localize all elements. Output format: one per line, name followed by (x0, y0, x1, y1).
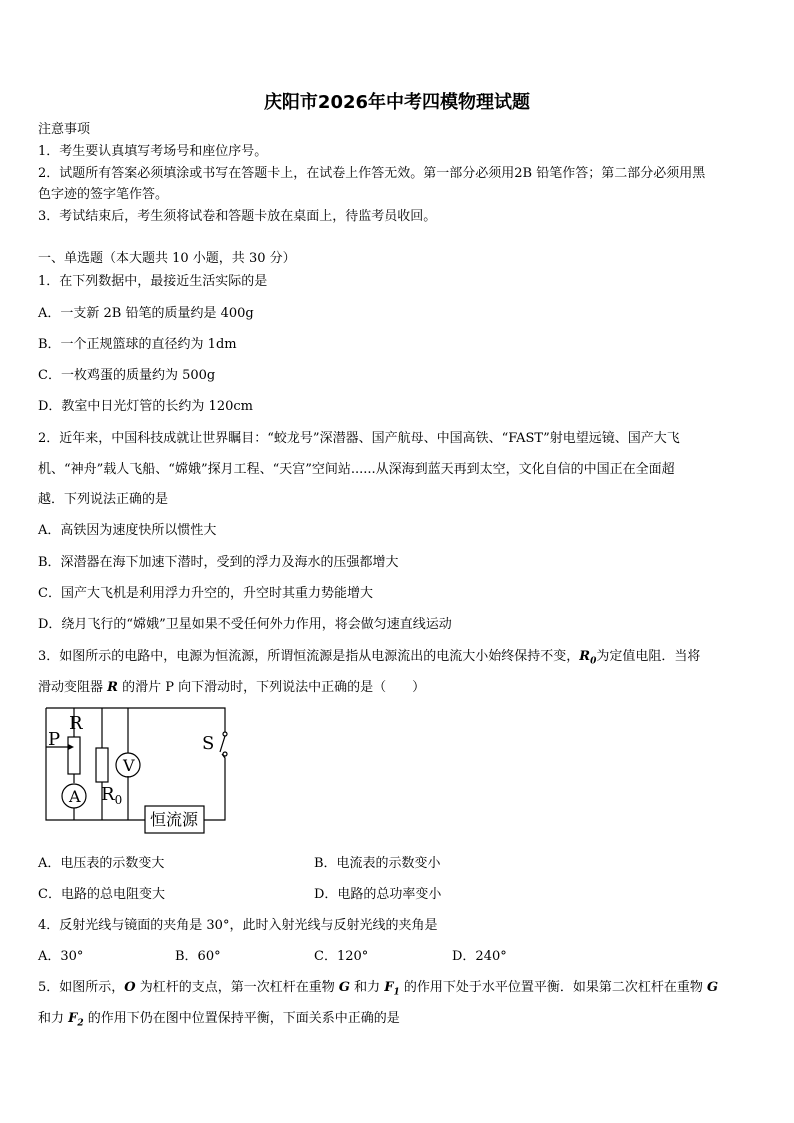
q1-stem: 1．在下列数据中，最接近生活实际的是 (38, 274, 268, 289)
label-source: 恒流源 (150, 810, 199, 829)
q3-option-c: C．电路的总电阻变大 (38, 887, 165, 902)
notice-item: 1．考生要认真填写考场号和座位序号。 (38, 144, 268, 159)
q1-option-d: D．教室中日光灯管的长约为 120cm (38, 399, 253, 414)
q2-stem-line: 2．近年来，中国科技成就让世界瞩目：“蛟龙号”深潜器、国产航母、中国高铁、“FAST”射电望远镜、国产大飞 (38, 431, 680, 446)
q3-option-b: B．电流表的示数变小 (314, 856, 441, 871)
q4-option-c: C．120° (314, 949, 369, 964)
q1-option-a: A．一支新 2B 铅笔的质量约是 400g (38, 306, 254, 321)
q3-option-a: A．电压表的示数变大 (38, 856, 165, 871)
notice-item: 3．考试结束后，考生须将试卷和答题卡放在桌面上，待监考员收回。 (38, 209, 437, 224)
q4-option-a: A．30° (38, 949, 84, 964)
label-r: R (69, 713, 83, 734)
f2-symbol: $F_2$ (68, 1011, 84, 1029)
circuit-diagram (38, 700, 234, 836)
q1-option-c: C．一枚鸡蛋的质量约为 500g (38, 368, 216, 383)
page-title: 庆阳市2026年中考四模物理试题 (263, 92, 531, 113)
q4-stem: 4．反射光线与镜面的夹角是 30°，此时入射光线与反射光线的夹角是 (38, 918, 438, 933)
label-v: V (123, 756, 135, 775)
q2-option-c: C．国产大飞机是利用浮力升空的，升空时其重力势能增大 (38, 586, 373, 601)
q1-option-b: B．一个正规篮球的直径约为 1dm (38, 337, 237, 352)
q2-stem-line: 机、“神舟”载人飞船、“嫦娥”探月工程、“天宫”空间站......从深海到蓝天再到太空，文化自信的中国正在全面超 (38, 462, 675, 477)
switch-contact-icon (223, 732, 227, 736)
label-s: S (202, 733, 215, 754)
switch-blade (220, 736, 225, 752)
section-heading: 一、单选题（本大题共 10 小题，共 30 分） (38, 251, 296, 266)
g-symbol: G (338, 980, 350, 995)
notice-item: 色字迹的签字笔作答。 (38, 187, 169, 202)
q3-stem-line1: 3．如图所示的电路中，电源为恒流源，所谓恒流源是指从电源流出的电流大小始终保持不变，$R_0$为定值电阻．当将 (38, 649, 701, 667)
label-p: P (48, 729, 61, 750)
slider-arrow-icon (68, 744, 74, 750)
q2-stem-line: 越．下列说法正确的是 (38, 492, 169, 507)
label-r0: $R_0$ (101, 784, 123, 807)
q3-option-d: D．电路的总功率变小 (314, 887, 442, 902)
q4-option-b: B．60° (175, 949, 221, 964)
q3-stem-line2: 滑动变阻器 R 的滑片 P 向下滑动时，下列说法中正确的是（ ） (38, 680, 426, 695)
q4-option-d: D．240° (452, 949, 507, 964)
notice-heading: 注意事项 (38, 122, 91, 137)
o-symbol: O (124, 980, 136, 995)
rheostat-r (68, 737, 80, 774)
q2-option-a: A．高铁因为速度快所以惯性大 (38, 523, 217, 538)
r-symbol: R (107, 680, 118, 695)
f1-symbol: $F_1$ (384, 980, 400, 998)
g-symbol: G (707, 980, 719, 995)
r0-symbol: $R_0$ (579, 649, 597, 667)
notice-item: 2．试题所有答案必须填涂或书写在答题卡上，在试卷上作答无效。第一部分必须用2B 铅笔作答；第二部分必须用黑 (38, 166, 706, 181)
q2-option-b: B．深潜器在海下加速下潜时，受到的浮力及海水的压强都增大 (38, 555, 399, 570)
q5-stem-line1: 5．如图所示，O 为杠杆的支点，第一次杠杆在重物 G 和力 $F_1$ 的作用下处于水平位置平衡．如果第二次杠杆在重物 G (38, 980, 719, 998)
label-a: A (69, 787, 81, 806)
switch-contact-icon (223, 752, 227, 756)
q2-option-d: D．绕月飞行的“嫦娥”卫星如果不受任何外力作用，将会做匀速直线运动 (38, 617, 452, 632)
q5-stem-line2: 和力 $F_2$ 的作用下仍在图中位置保持平衡，下面关系中正确的是 (38, 1011, 400, 1029)
resistor-r0 (96, 748, 108, 782)
